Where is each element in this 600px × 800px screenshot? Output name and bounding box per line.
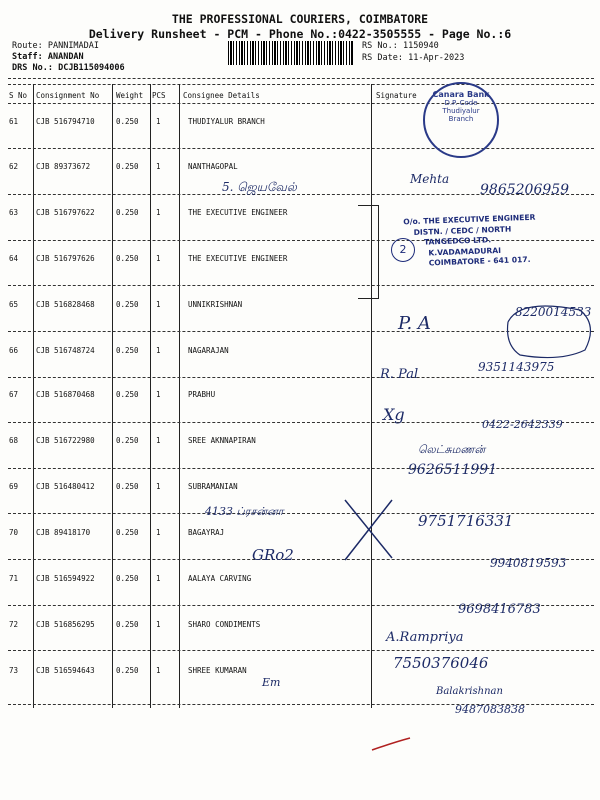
row-weight: 0.250: [116, 162, 139, 171]
row-pcs: 1: [156, 346, 161, 355]
row-cno: CJB 516480412: [36, 482, 95, 491]
row-pcs: 1: [156, 208, 161, 217]
row-sno: 65: [9, 300, 19, 309]
handwritten-signature: P. A: [398, 313, 431, 334]
row-consignee: UNNIKRISHNAN: [188, 300, 243, 309]
handwritten-phone: 8220014533: [515, 305, 592, 319]
row-weight: 0.250: [116, 666, 139, 675]
bank-stamp-line: Branch: [448, 115, 474, 123]
row-consignee: AALAYA CARVING: [188, 574, 252, 583]
handwritten-signature: R. Pal: [380, 367, 419, 382]
row-consignee: NANTHAGOPAL: [188, 162, 238, 171]
engineer-stamp-line: COIMBATORE - 641 017.: [428, 254, 531, 268]
handwritten-phone: 9865206959: [480, 182, 570, 198]
row-weight: 0.250: [116, 254, 139, 263]
staff-value: ANANDAN: [47, 52, 84, 62]
row-consignee: PRABHU: [188, 390, 216, 399]
engineer-stamp-line: K.VADAMADURAI: [428, 245, 502, 257]
row-pcs: 1: [156, 574, 161, 583]
handwritten-note: GRo2: [252, 546, 294, 564]
staff-label: Staff:: [12, 52, 43, 62]
row-consignee: SHARO CONDIMENTS: [188, 620, 261, 629]
handwritten-note: 4133 ப்ரசன்னா: [205, 505, 284, 518]
row-sno: 66: [9, 346, 19, 355]
handwritten-phone: 9940819593: [490, 556, 567, 570]
row-pcs: 1: [156, 254, 161, 263]
row-sno: 71: [9, 574, 19, 583]
row-pcs: 1: [156, 117, 161, 126]
engineer-stamp-line: DISTN. / CEDC / NORTH: [413, 224, 512, 237]
company-title: THE PROFESSIONAL COURIERS, COIMBATORE: [171, 12, 429, 26]
handwritten-signature: Em: [262, 676, 281, 689]
row-sno: 72: [9, 620, 19, 629]
row-weight: 0.250: [116, 528, 139, 537]
row-consignee: THE EXECUTIVE ENGINEER: [188, 208, 288, 217]
row-consignee: BAGAYRAJ: [188, 528, 225, 537]
col-pcs: PCS: [152, 91, 166, 100]
row-sno: 73: [9, 666, 19, 675]
row-consignee: SREE AKNNAPIRAN: [188, 436, 256, 445]
row-weight: 0.250: [116, 300, 139, 309]
underline-stroke: [372, 738, 410, 750]
handwritten-phone: 0422-2642339: [482, 418, 563, 431]
handwritten-phone: 7550376046: [393, 654, 489, 672]
cross-mark: [345, 500, 392, 560]
row-pcs: 1: [156, 528, 161, 537]
row-consignee: THE EXECUTIVE ENGINEER: [188, 254, 288, 263]
row-cno: CJB 516856295: [36, 620, 95, 629]
row-sno: 69: [9, 482, 19, 491]
engineer-stamp-line: O/o. THE EXECUTIVE ENGINEER: [403, 212, 536, 227]
handwritten-phone: 9751716331: [418, 512, 514, 530]
col-consignment: Consignment No: [36, 91, 100, 100]
row-sno: 68: [9, 436, 19, 445]
row-cno: CJB 516794710: [36, 117, 95, 126]
row-pcs: 1: [156, 666, 161, 675]
row-cno: CJB 89373672: [36, 162, 91, 171]
handwritten-phone: 9487083838: [455, 703, 525, 716]
row-weight: 0.250: [116, 620, 139, 629]
engineer-stamp-line: TANGEDCO LTD.: [423, 235, 492, 247]
row-cno: CJB 516594643: [36, 666, 95, 675]
row-sno: 64: [9, 254, 19, 263]
row-weight: 0.250: [116, 482, 139, 491]
col-weight: Weight: [116, 91, 144, 100]
row-consignee: NAGARAJAN: [188, 346, 229, 355]
row-pcs: 1: [156, 620, 161, 629]
col-signature: Signature: [376, 91, 417, 100]
row-cno: CJB 516722980: [36, 436, 95, 445]
handwritten-phone: 9698416783: [458, 602, 541, 617]
row-consignee: SHREE KUMARAN: [188, 666, 247, 675]
row-weight: 0.250: [116, 208, 139, 217]
handwritten-name: A.Rampriya: [386, 630, 464, 645]
row-sno: 67: [9, 390, 19, 399]
circled-number: 2: [391, 238, 415, 262]
row-cno: CJB 516797622: [36, 208, 95, 217]
row-pcs: 1: [156, 390, 161, 399]
runsheet-title: Delivery Runsheet - PCM - Phone No.:0422-3505555 - Page No.:6: [88, 27, 512, 41]
route-value: PANNIMADAI: [47, 41, 100, 51]
row-sno: 61: [9, 117, 19, 126]
row-weight: 0.250: [116, 390, 139, 399]
rs-date-label: RS Date:: [362, 53, 403, 63]
row-cno: CJB 516870468: [36, 390, 95, 399]
row-sno: 62: [9, 162, 19, 171]
row-pcs: 1: [156, 436, 161, 445]
handwritten-name: லெட்சுமணன்: [418, 443, 486, 456]
row-consignee: SUBRAMANIAN: [188, 482, 238, 491]
row-cno: CJB 89418170: [36, 528, 91, 537]
row-weight: 0.250: [116, 117, 139, 126]
row-pcs: 1: [156, 300, 161, 309]
row-cno: CJB 516594922: [36, 574, 95, 583]
handwritten-name: 5. ஜெயவேல்: [222, 180, 297, 194]
row-cno: CJB 516797626: [36, 254, 95, 263]
col-sno: S No: [9, 91, 28, 100]
handwritten-phone: 9626511991: [408, 462, 498, 478]
row-weight: 0.250: [116, 574, 139, 583]
row-weight: 0.250: [116, 346, 139, 355]
route-label: Route:: [12, 41, 43, 51]
row-pcs: 1: [156, 162, 161, 171]
row-consignee: THUDIYALUR BRANCH: [188, 117, 265, 126]
row-sno: 70: [9, 528, 19, 537]
handwritten-signature: Mehta: [410, 172, 450, 186]
handwritten-signature: Xg: [383, 405, 405, 424]
bank-stamp-line: D.P. Code: [444, 99, 478, 107]
rs-no-label: RS No.:: [362, 41, 398, 51]
drs-value: DCJB115094006: [58, 63, 125, 73]
bank-stamp-line: Thudiyalur: [442, 107, 480, 115]
col-consignee: Consignee Details: [183, 91, 260, 100]
rs-no-value: 1150940: [402, 41, 439, 51]
row-sno: 63: [9, 208, 19, 217]
row-cno: CJB 516748724: [36, 346, 95, 355]
bank-stamp-name: Canara Bank: [432, 90, 490, 99]
row-weight: 0.250: [116, 436, 139, 445]
row-cno: CJB 516828468: [36, 300, 95, 309]
row-pcs: 1: [156, 482, 161, 491]
rs-date-value: 11-Apr-2023: [408, 53, 465, 63]
drs-label: DRS No.:: [12, 63, 53, 73]
handwritten-phone: 9351143975: [478, 360, 555, 374]
handwritten-name: Balakrishnan: [436, 686, 503, 697]
